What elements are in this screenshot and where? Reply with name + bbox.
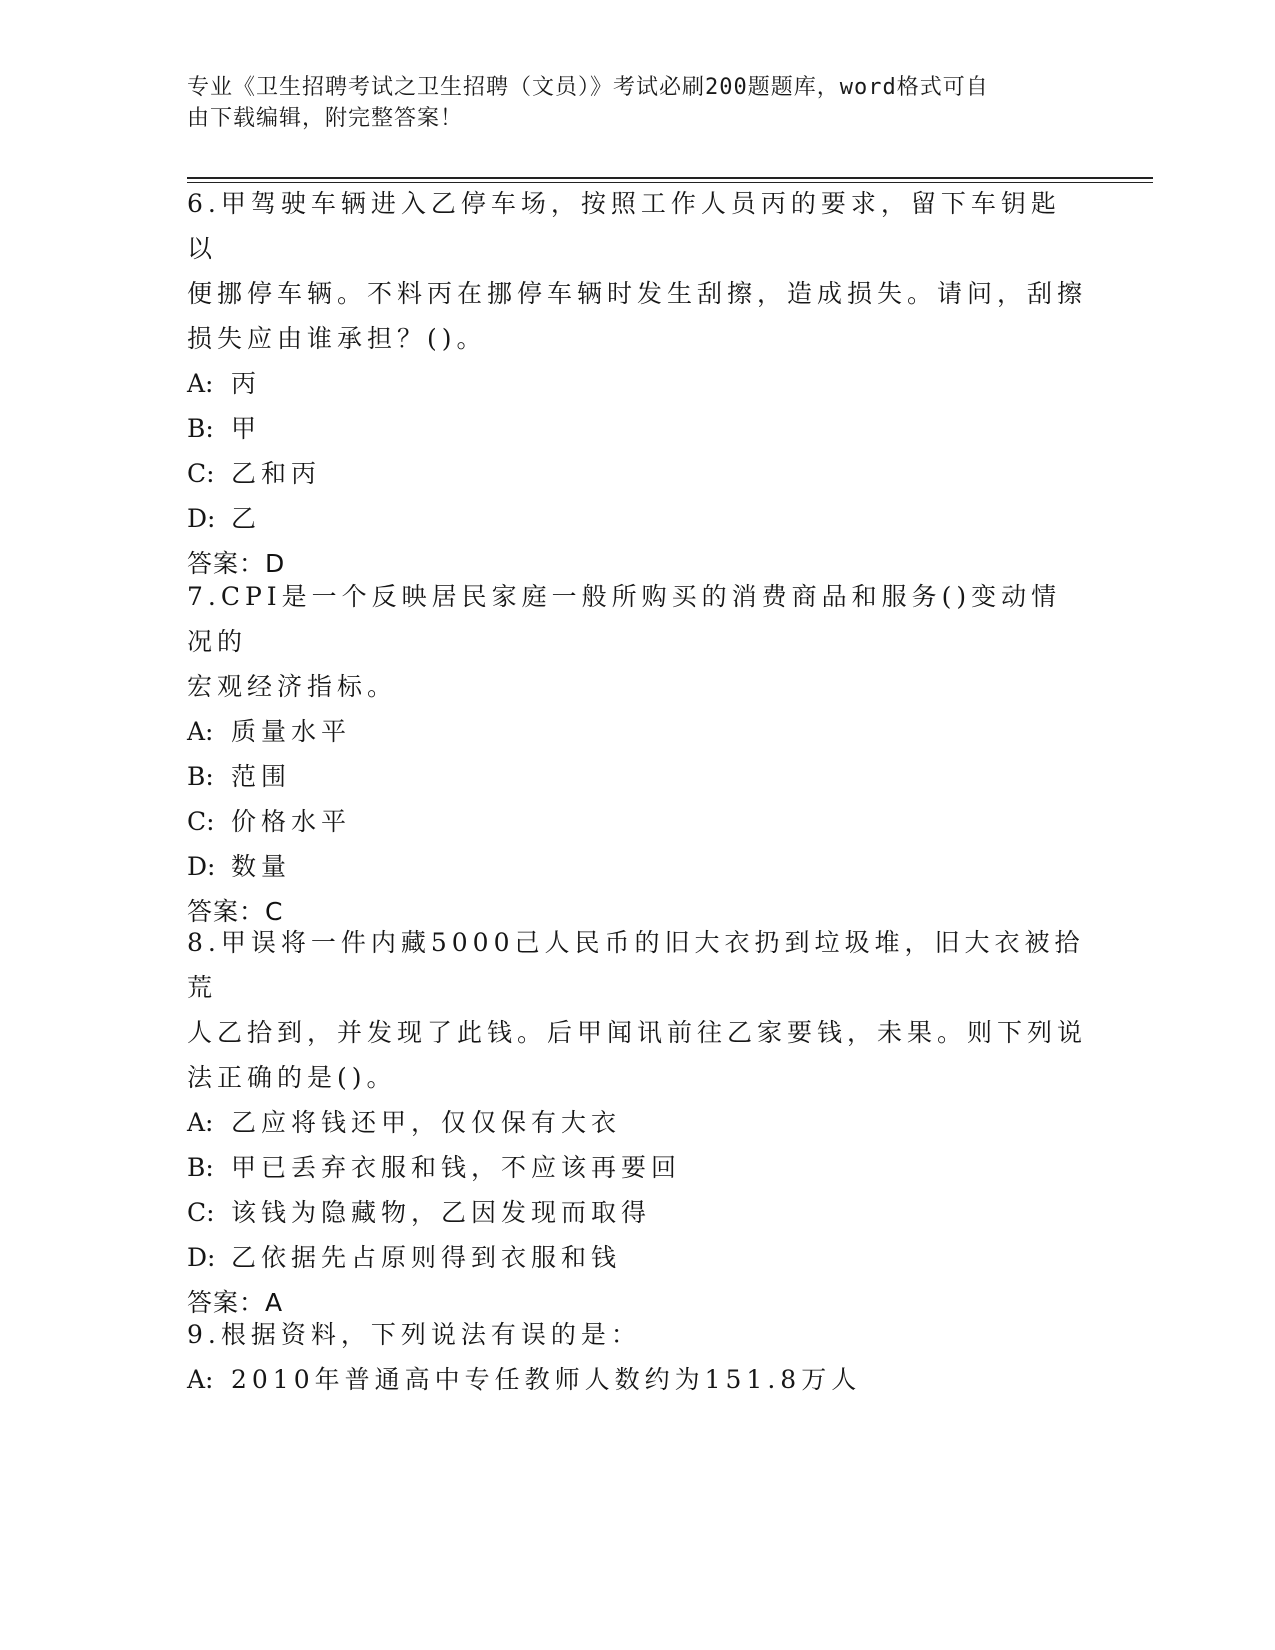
- option-a: [187, 1357, 1087, 1402]
- option-key: A:: [187, 369, 214, 398]
- answer-line: 答案：D: [187, 549, 286, 578]
- option-a: [187, 361, 1087, 406]
- question-7: [187, 574, 1087, 934]
- stem-line: 法正确的是()。: [187, 1063, 397, 1092]
- option-a: [187, 709, 1087, 754]
- option-b: [187, 406, 1087, 451]
- option-key: C:: [187, 459, 215, 488]
- question-stem: [187, 1312, 1087, 1357]
- option-text: 丙: [231, 369, 262, 398]
- stem-line: 人乙拾到，并发现了此钱。后甲闻讯前往乙家要钱，未果。则下列说: [187, 1018, 1088, 1047]
- header-line-1: 专业《卫生招聘考试之卫生招聘（文员）》考试必刷200题题库，word格式可自: [187, 75, 989, 100]
- option-text: 价格水平: [231, 807, 352, 836]
- question-stem: [187, 181, 1087, 361]
- document-header: [187, 72, 1087, 134]
- option-d: [187, 844, 1087, 889]
- option-key: C:: [187, 1198, 215, 1227]
- option-d: [187, 496, 1087, 541]
- option-text: 2010年普通高中专任教师人数约为151.8万人: [231, 1365, 862, 1394]
- option-key: A:: [187, 1108, 214, 1137]
- option-key: B:: [187, 414, 214, 443]
- question-6: [187, 181, 1087, 586]
- option-text: 范围: [231, 762, 292, 791]
- stem-line: 6.甲驾驶车辆进入乙停车场，按照工作人员丙的要求，留下车钥匙以: [187, 189, 1061, 263]
- stem-line: 损失应由谁承担？()。: [187, 324, 487, 353]
- stem-line: 7.CPI是一个反映居民家庭一般所购买的消费商品和服务()变动情况的: [187, 582, 1062, 656]
- option-key: C:: [187, 807, 215, 836]
- stem-line: 宏观经济指标。: [187, 672, 398, 701]
- option-text: 甲: [231, 414, 262, 443]
- option-b: [187, 1145, 1087, 1190]
- question-8: [187, 920, 1087, 1325]
- option-text: 乙依据先占原则得到衣服和钱: [231, 1243, 622, 1272]
- answer-line: 答案：A: [187, 1288, 284, 1317]
- option-text: 该钱为隐藏物，乙因发现而取得: [231, 1198, 652, 1227]
- option-text: 数量: [231, 852, 292, 881]
- option-b: [187, 754, 1087, 799]
- question-9: [187, 1312, 1087, 1402]
- option-key: B:: [187, 762, 214, 791]
- option-text: 乙应将钱还甲，仅仅保有大衣: [231, 1108, 622, 1137]
- question-stem: [187, 574, 1087, 709]
- option-key: D:: [187, 852, 216, 881]
- option-c: [187, 799, 1087, 844]
- header-divider-thick: [187, 177, 1153, 179]
- option-text: 乙和丙: [231, 459, 322, 488]
- option-text: 质量水平: [231, 717, 352, 746]
- option-d: [187, 1235, 1087, 1280]
- option-key: A:: [187, 1365, 214, 1394]
- stem-line: 9.根据资料，下列说法有误的是：: [187, 1320, 641, 1349]
- answer-line: 答案：C: [187, 897, 284, 926]
- option-text: 甲已丢弃衣服和钱，不应该再要回: [231, 1153, 682, 1182]
- option-a: [187, 1100, 1087, 1145]
- option-key: B:: [187, 1153, 214, 1182]
- option-key: D:: [187, 1243, 216, 1272]
- option-key: A:: [187, 717, 214, 746]
- option-c: [187, 1190, 1087, 1235]
- option-key: D:: [187, 504, 216, 533]
- question-stem: [187, 920, 1087, 1100]
- header-line-2: 由下载编辑，附完整答案！: [187, 106, 464, 131]
- stem-line: 便挪停车辆。不料丙在挪停车辆时发生刮擦，造成损失。请问，刮擦: [187, 279, 1088, 308]
- option-text: 乙: [231, 504, 262, 533]
- stem-line: 8.甲误将一件内藏5000己人民币的旧大衣扔到垃圾堆，旧大衣被拾荒: [187, 928, 1085, 1002]
- option-c: [187, 451, 1087, 496]
